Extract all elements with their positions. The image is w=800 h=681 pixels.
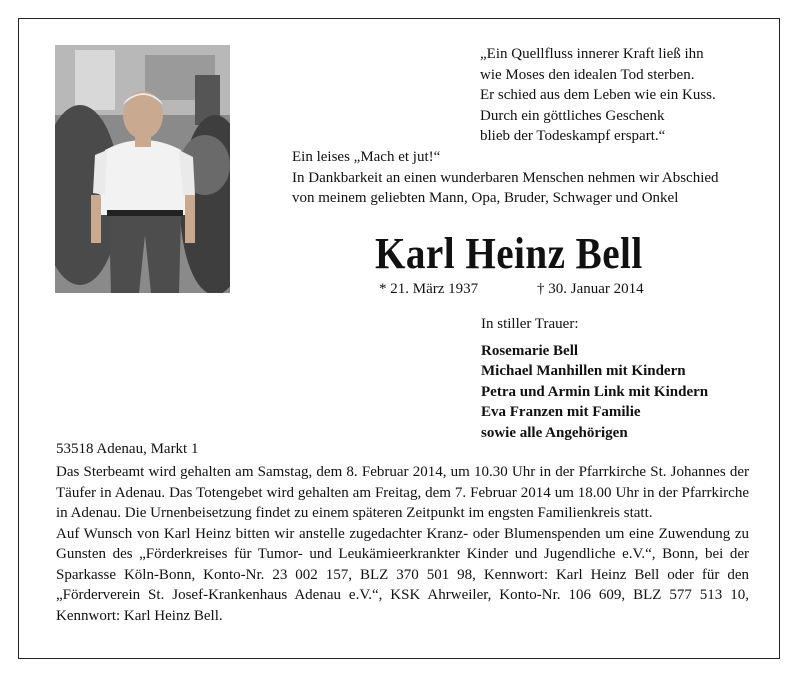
portrait-photo [55, 45, 230, 293]
mourner-name: Petra und Armin Link mit Kindern [481, 383, 709, 400]
service-details [56, 462, 749, 626]
mourner-name: Michael Manhillen mit Kindern [481, 363, 686, 379]
mourner-name: Rosemarie Bell [481, 342, 579, 359]
poem-line: blieb der Todeskampf erspart.“ [480, 128, 666, 144]
death-date: † 30. Januar 2014 [537, 281, 644, 297]
mourners-list [481, 341, 708, 444]
poem-line: „Ein Quellfluss innerer Kraft ließ ihn [480, 46, 704, 62]
intro-text [292, 147, 772, 209]
mourner-name: sowie alle Angehörigen [481, 424, 628, 441]
intro-line-3: von meinem geliebten Mann, Opa, Bruder, Schwager und Onkel [292, 190, 679, 206]
poem-quote [480, 44, 770, 147]
mourner-name: Eva Franzen mit Familie [481, 404, 641, 420]
donation-paragraph: Auf Wunsch von Karl Heinz bitten wir anstelle zugedachter Kranz- oder Blumenspenden um eine Zuwendung zu Gunsten des „Förderkreises für Tumor- und Leukämieerkrankter Kinder und Jugendliche e.V.“, Bonn, bei der Sparkasse Köln-Bonn, Konto-Nr. 23 002 157, BLZ 370 501 98, Kennwort: Karl Heinz Bell oder für den „Förderverein St. Josef-Krankenhaus Adenau e.V.“, KSK Ahrweiler, Konto-Nr. 106 609, BLZ 577 513 10, Kennwort: Karl Heinz Bell. [56, 525, 749, 624]
poem-line: Durch ein göttliches Geschenk [480, 107, 665, 124]
deceased-name: Karl Heinz Bell [375, 229, 643, 278]
portrait-photo-illustration [55, 45, 230, 293]
mourners-block [481, 314, 708, 443]
poem-line: Er schied aus dem Leben wie ein Kuss. [480, 87, 716, 103]
mourners-lead: In stiller Trauer: [481, 316, 579, 332]
intro-line-1: Ein leises „Mach et jut!“ [292, 149, 441, 165]
service-paragraph: Das Sterbeamt wird gehalten am Samstag, dem 8. Februar 2014, um 10.30 Uhr in der Pfarrkirche St. Johannes der Täufer in Adenau. Das Totengebet wird gehalten am Freitag, dem 7. Februar 2014 um 18.00 Uhr in der Pfarrkirche in Adenau. Die Urnenbeisetzung findet zu einem späteren Zeitpunkt im engsten Familienkreis statt. [56, 464, 749, 521]
family-address: 53518 Adenau, Markt 1 [56, 441, 199, 457]
birth-date: * 21. März 1937 [379, 281, 479, 297]
life-dates [379, 281, 644, 298]
poem-line: wie Moses den idealen Tod sterben. [480, 66, 695, 83]
intro-line-2: In Dankbarkeit an einen wunderbaren Menschen nehmen wir Abschied [292, 169, 719, 186]
